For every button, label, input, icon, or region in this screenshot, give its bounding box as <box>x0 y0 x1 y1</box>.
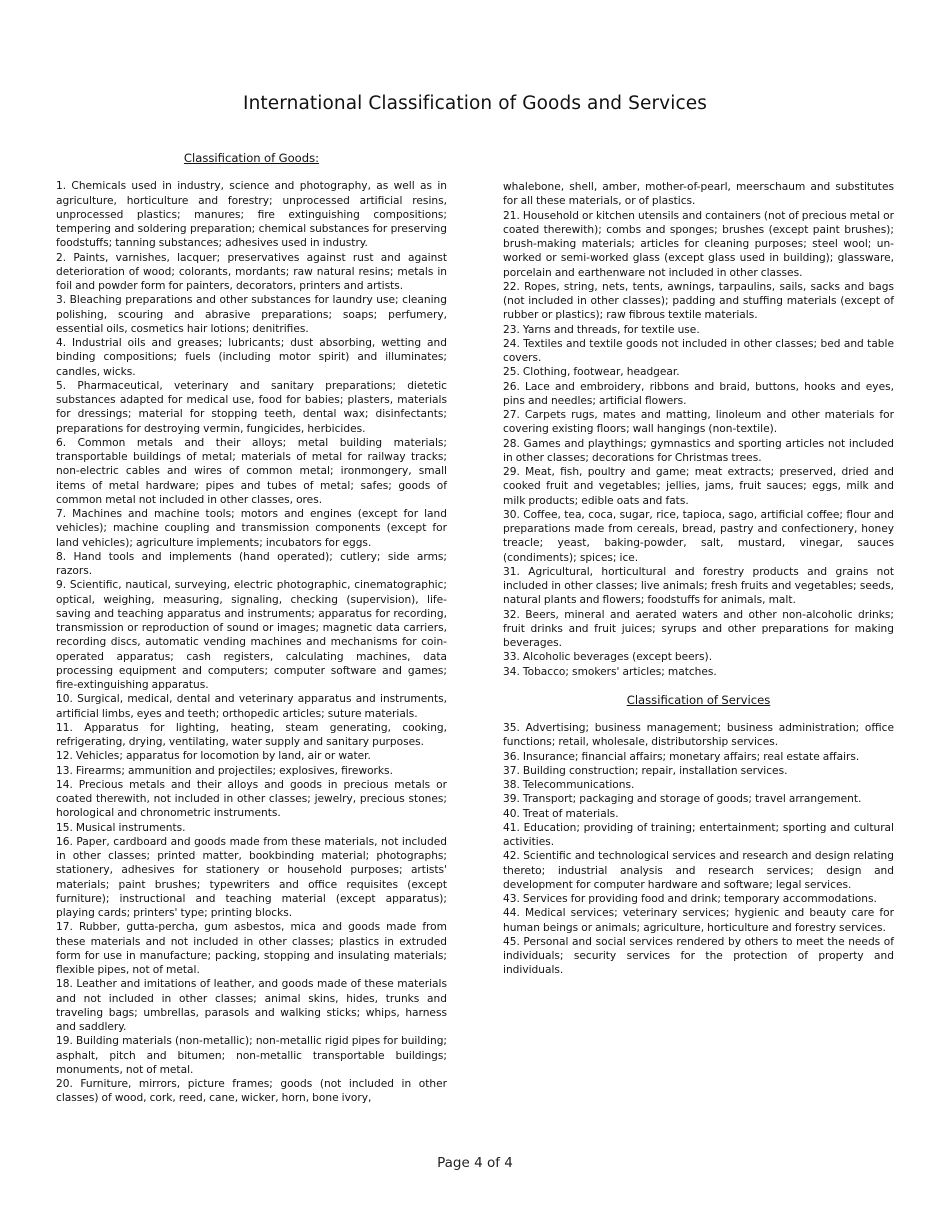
goods-class-item: 7. Machines and machine tools; motors and engines (except for land vehicles); machine coupling and transmission components (except for land vehicles); agriculture implements; incubators for eggs. <box>56 508 447 549</box>
goods-class-item: 10. Surgical, medical, dental and veterinary apparatus and instruments, artificial limbs, eyes and teeth; orthopedic articles; suture materials. <box>56 693 447 720</box>
services-class-item: 37. Building construction; repair, installation services. <box>503 764 788 777</box>
goods-class-item: 27. Carpets rugs, mates and matting, linoleum and other materials for covering existing floors; wall hangings (non-textile). <box>503 409 894 436</box>
goods-heading: Classification of Goods: <box>183 151 320 165</box>
services-list <box>503 721 894 978</box>
goods-class-item: 21. Household or kitchen utensils and containers (not of precious metal or coated therewith); combs and sponges; brushes (except paint brushes); brush-making materials; articles for cleaning purposes; steel wool; un-worked or semi-worked glass (except glass used in building); glassware, porcelain and earthenware not included in other classes. <box>503 209 894 279</box>
services-heading: Classification of Services <box>626 692 771 707</box>
goods-class-item: 25. Clothing, footwear, headgear. <box>503 366 680 379</box>
goods-list-left <box>56 179 447 1105</box>
goods-class-item: 17. Rubber, gutta-percha, gum asbestos, mica and goods made from these materials and not included in other classes; plastics in extruded form for use in manufacture; packing, stopping and insulating materials; flexible pipes, not of metal. <box>56 921 447 976</box>
goods-class-item: 16. Paper, cardboard and goods made from these materials, not included in other classes; printed matter, bookbinding material; photographs; stationery, adhesives for stationery or household purposes; artists' materials; paint brushes; typewriters and office requisites (except furniture); instructional and teaching material (except apparatus); playing cards; printers' type; printing blocks. <box>56 835 447 919</box>
goods-class-item: 14. Precious metals and their alloys and goods in precious metals or coated therewith, not included in other classes; jewelry, precious stones; horological and chronometric instruments. <box>56 778 447 820</box>
services-class-item: 43. Services for providing food and drink; temporary accommodations. <box>503 893 877 905</box>
goods-class-item: 26. Lace and embroidery, ribbons and braid, buttons, hooks and eyes, pins and needles; artificial flowers. <box>503 380 894 407</box>
goods-class-item: 12. Vehicles; apparatus for locomotion by land, air or water. <box>56 750 371 763</box>
goods-class-item: 33. Alcoholic beverages (except beers). <box>503 651 713 664</box>
goods-class-item: 32. Beers, mineral and aerated waters and other non-alcoholic drinks; fruit drinks and fruit juices; syrups and other preparations for making beverages. <box>503 608 894 649</box>
services-class-item: 38. Telecommunications. <box>503 779 635 791</box>
goods-class-item: 8. Hand tools and implements (hand operated); cutlery; side arms; razors. <box>56 550 447 577</box>
page-number: Page 4 of 4 <box>437 1155 513 1171</box>
services-class-item: 41. Education; providing of training; entertainment; sporting and cultural activities. <box>503 821 894 848</box>
goods-class-item: 18. Leather and imitations of leather, and goods made of these materials and not included in other classes; animal skins, hides, trunks and traveling bags; umbrellas, parasols and walking sticks; whips, harness and saddlery. <box>56 978 447 1033</box>
services-class-item: 40. Treat of materials. <box>503 807 619 820</box>
services-class-item: 36. Insurance; financial affairs; monetary affairs; real estate affairs. <box>503 750 860 763</box>
goods-class-item: 13. Firearms; ammunition and projectiles; explosives, fireworks. <box>56 764 393 777</box>
goods-class-item: 6. Common metals and their alloys; metal building materials; transportable buildings of metal; materials of metal for railway tracks; non-electric cables and wires of common metal; ironmongery, small items of metal hardware; pipes and tubes of metal; safes; goods of common metal not included in other classes, ores. <box>56 436 447 506</box>
goods-class-item: 4. Industrial oils and greases; lubricants; dust absorbing, wetting and binding compositions; fuels (including motor spirit) and illuminates; candles, wicks. <box>56 337 447 378</box>
goods-class-item: 34. Tobacco; smokers' articles; matches. <box>503 665 717 678</box>
left-column <box>56 151 447 1106</box>
services-class-item: 42. Scientific and technological services and research and design relating thereto; industrial analysis and research services; design and development for computer hardware and software; legal services. <box>503 850 894 891</box>
services-class-item: 39. Transport; packaging and storage of goods; travel arrangement. <box>503 793 862 806</box>
goods-class-item: 22. Ropes, string, nets, tents, awnings, tarpaulins, sails, sacks and bags (not included in other classes); padding and stuffing materials (except of rubber or plastics); raw fibrous textile materials. <box>503 280 894 322</box>
services-class-item: 45. Personal and social services rendered by others to meet the needs of individuals; security services for the protection of property and individuals. <box>503 935 894 977</box>
goods-list-right <box>503 180 894 679</box>
services-class-item: 44. Medical services; veterinary services; hygienic and beauty care for human beings or animals; agriculture, horticulture and forestry services. <box>503 907 894 934</box>
goods-class-item: 31. Agricultural, horticultural and forestry products and grains not included in other classes; live animals; fresh fruits and vegetables; seeds, natural plants and flowers; foodstuffs for animals, malt. <box>503 565 894 607</box>
goods-class-item: 24. Textiles and textile goods not included in other classes; bed and table covers. <box>503 337 894 364</box>
goods-class-item: 3. Bleaching preparations and other substances for laundry use; cleaning polishing, scouring and abrasive preparations; soaps; perfumery, essential oils, cosmetics hair lotions; denitrifies. <box>56 294 447 335</box>
right-column <box>503 180 894 978</box>
goods-class-item: 23. Yarns and threads, for textile use. <box>503 323 700 336</box>
goods-class-item: 9. Scientific, nautical, surveying, electric photographic, cinematographic; optical, weighing, measuring, signaling, checking (supervision), life-saving and teaching apparatus and instruments; apparatus for recording, transmission or reproduction of sound or images; magnetic data carriers, recording discs, automatic vending machines and mechanisms for coin-operated apparatus; cash registers, calculating machines, data processing equipment and computers; computer software and games; fire-extinguishing apparatus. <box>56 579 447 691</box>
goods-class-item: 11. Apparatus for lighting, heating, steam generating, cooking, refrigerating, drying, ventilating, water supply and sanitary purposes. <box>56 721 447 748</box>
goods-class-item: 28. Games and playthings; gymnastics and sporting articles not included in other classes; decorations for Christmas trees. <box>503 437 894 464</box>
goods-class-item: 29. Meat, fish, poultry and game; meat extracts; preserved, dried and cooked fruit and vegetables; jellies, jams, fruit sauces; eggs, milk and milk products; edible oats and fats. <box>503 466 894 507</box>
services-class-item: 35. Advertising; business management; business administration; office functions; retail, wholesale, distributorship services. <box>503 722 894 749</box>
goods-class-item: 30. Coffee, tea, coca, sugar, rice, tapioca, sago, artificial coffee; flour and preparations made from cereals, bread, pastry and confectionery, honey treacle; yeast, baking-powder, salt, mustard, vinegar, sauces (condiments); spices; ice. <box>503 508 894 564</box>
goods-class-item: 1. Chemicals used in industry, science and photography, as well as in agriculture, horticulture and forestry; unprocessed artificial resins, unprocessed plastics; manures; fire extinguishing compositions; tempering and soldering preparation; chemical substances for preserving foodstuffs; tanning substances; adhesives used in industry. <box>56 180 447 250</box>
goods-class-item: 5. Pharmaceutical, veterinary and sanitary preparations; dietetic substances adapted for medical use, food for babies; plasters, materials for dressings; material for stopping teeth, dental wax; disinfectants; preparations for destroying vermin, fungicides, herbicides. <box>56 379 447 435</box>
goods-class-item: 19. Building materials (non-metallic); non-metallic rigid pipes for building; asphalt, pitch and bitumen; non-metallic transportable buildings; monuments, not of metal. <box>56 1035 447 1076</box>
goods-class-item: 15. Musical instruments. <box>56 821 186 834</box>
goods-class-item: whalebone, shell, amber, mother-of-pearl, meerschaum and substitutes for all these materials, or of plastics. <box>503 181 894 208</box>
document-title: International Classification of Goods and Services <box>243 93 707 114</box>
goods-class-item: 20. Furniture, mirrors, picture frames; goods (not included in other classes) of wood, cork, reed, cane, wicker, horn, bone ivory, <box>56 1078 447 1105</box>
goods-class-item: 2. Paints, varnishes, lacquer; preservatives against rust and against deterioration of wood; colorants, mordants; raw natural resins; metals in foil and powder form for painters, decorators, printers and artists. <box>56 251 447 292</box>
